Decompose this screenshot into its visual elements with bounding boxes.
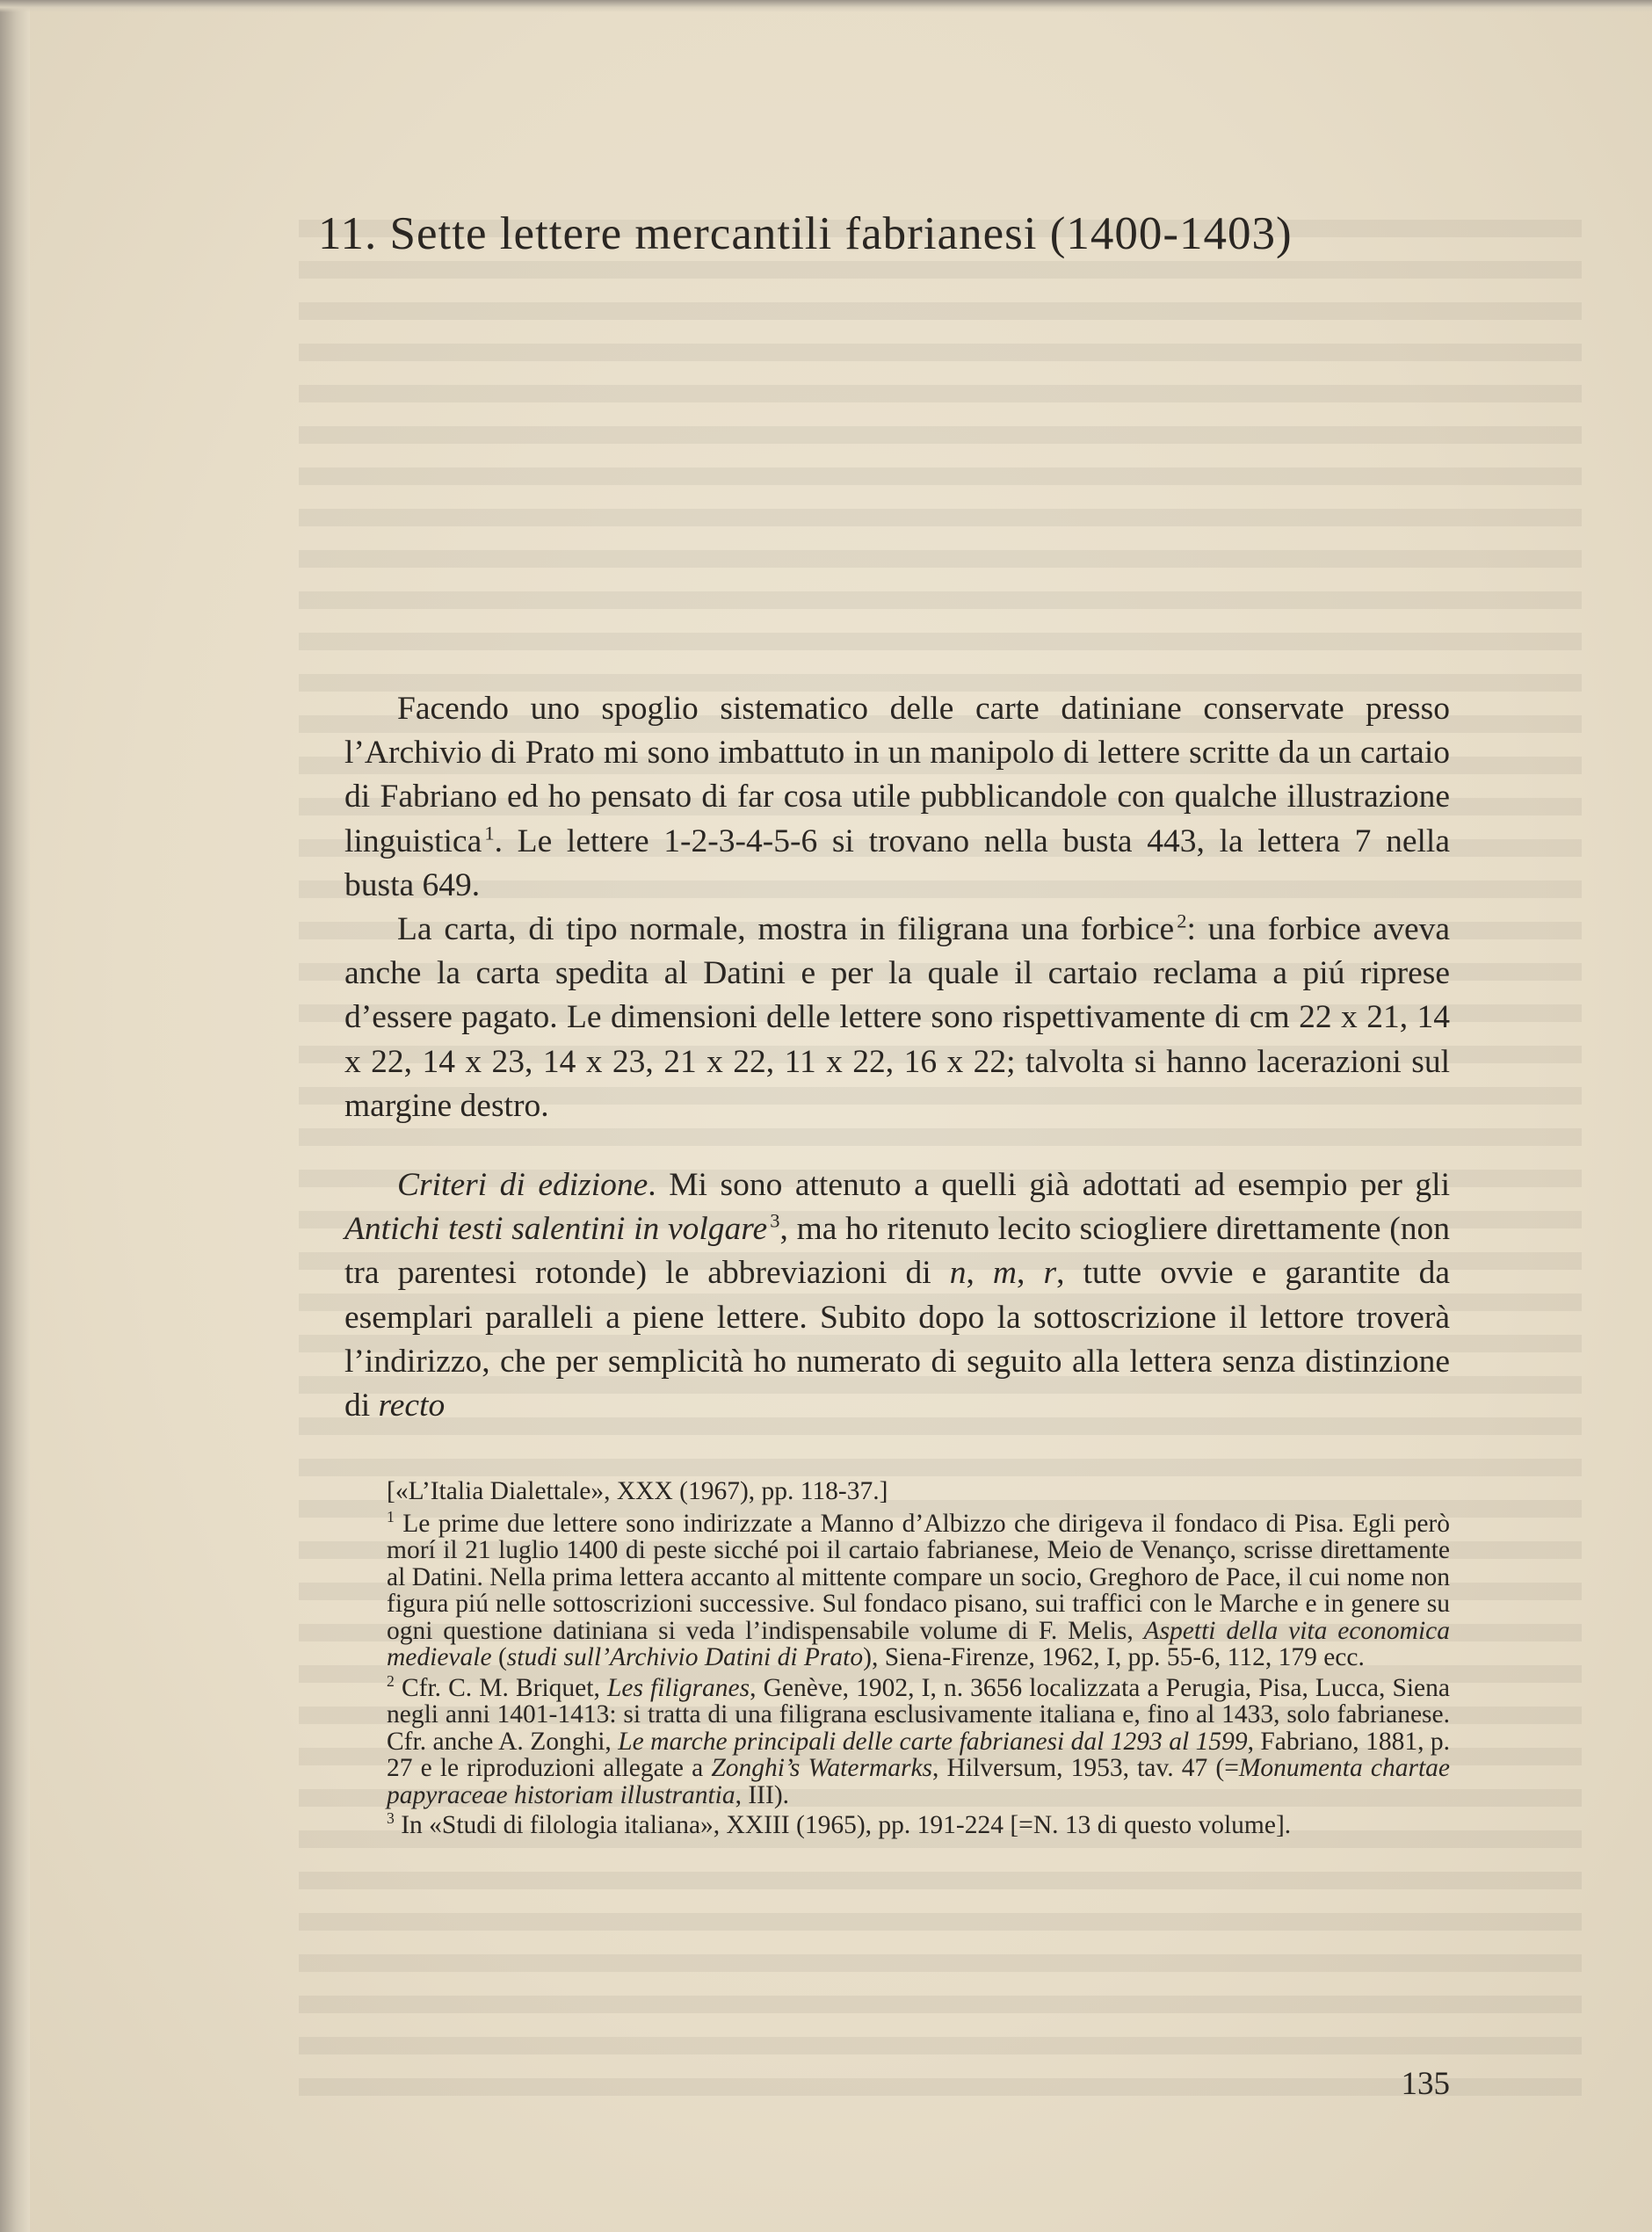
footnote-1-text-c: ), Siena-Firenze, 1962, I, pp. 55-6, 112, 179 ecc. — [863, 1643, 1365, 1671]
footnote-2-italic-1: Les filigranes — [606, 1673, 750, 1702]
footnote-1-number: 1 — [387, 1507, 395, 1525]
footnote-2-text-e: , III). — [735, 1780, 790, 1809]
paragraph-3-text-a: . Mi sono attenuto a quelli già adottati ad esempio per gli — [648, 1167, 1450, 1204]
paragraph-3-italic-1: Criteri di edizione — [397, 1167, 648, 1204]
footnote-ref-1[interactable]: 1 — [484, 822, 495, 844]
paragraph-2-text-a: La carta, di tipo normale, mostra in filigrana una forbice — [397, 911, 1175, 948]
paragraph-1 — [344, 687, 1450, 908]
paragraph-3-text-b: , ma ho ritenuto lecito sciogliere direttamente (non tra parentesi rotonde) le abbreviazioni di — [344, 1211, 1450, 1292]
page-top-shadow — [0, 0, 1652, 12]
footnote-1-text-a: Le prime due lettere sono indirizzate a Manno d’Albizzo che dirigeva il fondaco di Pisa. Egli però morí il 21 luglio 1400 di peste sicché poi il cartaio fabrianese, Meio de Venanço, scrisse direttamente al Datini. Nella prima lettera accanto al mittente compare un socio, Greghoro de Pace, il cui nome non figura piú nelle sottoscrizioni successive. Sul fondaco pisano, sui traffici con le Marche e in genere su ogni questione datiniana si veda l’indispensabile volume di F. Melis, — [387, 1509, 1450, 1645]
paragraph-3-italic-3: n — [949, 1255, 967, 1292]
paragraph-3-text-e: , tutte ovvie e garantite da esemplari paralleli a piene lettere. Subito dopo la sottoscrizione il lettore troverà l’indirizzo, che per semplicità ho numerato di seguito alla lettera senza distinzione di — [344, 1255, 1451, 1424]
footnote-1 — [387, 1507, 1450, 1671]
body-text-block — [344, 687, 1450, 1428]
paragraph-3-text-d: , — [1017, 1255, 1044, 1292]
page-binding — [0, 0, 30, 2232]
footnote-3 — [387, 1809, 1450, 1839]
chapter-title: 11. Sette lettere mercantili fabrianesi (1400-1403) — [318, 208, 1293, 259]
footnote-1-italic-2: studi sull’Archivio Datini di Prato — [506, 1643, 864, 1671]
footnote-2-text-b: , Genève, 1902, I, n. 3656 localizzata a Perugia, Pisa, Lucca, Siena negli anni 1401-1413: si tratta di una filigrana esclusivamente italiana e, fino al 1433, solo fabrianese. Cfr. anche A. Zonghi, — [387, 1673, 1450, 1756]
paragraph-3 — [344, 1163, 1450, 1428]
footnote-2-italic-2: Le marche principali delle carte fabrianesi dal 1293 al 1599 — [618, 1727, 1248, 1756]
footnote-2-number: 2 — [387, 1671, 395, 1690]
footnote-2-italic-3: Zonghi’s Watermarks — [711, 1754, 933, 1782]
footnote-2-text-c: , Fabriano, 1881, p. 27 e le riproduzioni allegate a — [387, 1727, 1451, 1782]
paragraph-1-text-a: Facendo uno spoglio sistematico delle carte datiniane conservate presso l’Archivio di Prato mi sono imbattuto in un manipolo di lettere scritte da un cartaio di Fabriano ed ho pensato di far cosa utile pubblicandole con qualche illustrazione linguistica — [344, 691, 1450, 859]
paragraph-3-italic-4: m — [992, 1255, 1018, 1292]
footnote-2-text-d: , Hilversum, 1953, tav. 47 (= — [932, 1754, 1239, 1782]
paragraph-3-italic-6: recto — [378, 1388, 446, 1424]
footnote-2 — [387, 1671, 1451, 1809]
page-number: 135 — [1401, 2066, 1450, 2102]
paragraph-3-italic-2: Antichi testi salentini in volgare — [344, 1211, 768, 1248]
footnote-1-italic-1: Aspetti della vita economica medievale — [387, 1616, 1450, 1671]
paragraph-3-italic-5: r — [1043, 1255, 1057, 1292]
footnote-1-text-b: ( — [491, 1643, 507, 1671]
source-citation: [«L’Italia Dialettale», XXX (1967), pp. 118-37.] — [387, 1477, 888, 1505]
footnotes-block — [387, 1478, 1450, 1843]
footnote-ref-3[interactable]: 3 — [770, 1209, 780, 1232]
paragraph-1-text-b: . Le lettere 1-2-3-4-5-6 si trovano nella busta 443, la lettera 7 nella busta 649. — [344, 823, 1450, 903]
paragraph-2-text-b: : una forbice aveva anche la carta spedita al Datini e per la quale il cartaio reclama a piú riprese d’essere pagato. Le dimensioni delle lettere sono rispettivamente di cm 22 x 21, 14 x 22, 14 x 23, 14 x 23, 21 x 22, 11 x 22, 16 x 22; talvolta si hanno lacerazioni sul margine destro. — [344, 911, 1450, 1124]
footnote-2-italic-4: Monumenta chartae papyraceae historiam illustrantia — [387, 1754, 1450, 1809]
paragraph-2 — [344, 908, 1450, 1128]
footnote-2-text-a: Cfr. C. M. Briquet, — [394, 1673, 607, 1702]
footnote-3-number: 3 — [387, 1809, 395, 1828]
footnote-ref-2[interactable]: 2 — [1177, 909, 1187, 932]
paragraph-3-text-c: , — [966, 1255, 993, 1292]
footnote-3-text-a: In «Studi di filologia italiana», XXIII (1965), pp. 191-224 [=N. 13 di questo volume]. — [394, 1811, 1292, 1839]
